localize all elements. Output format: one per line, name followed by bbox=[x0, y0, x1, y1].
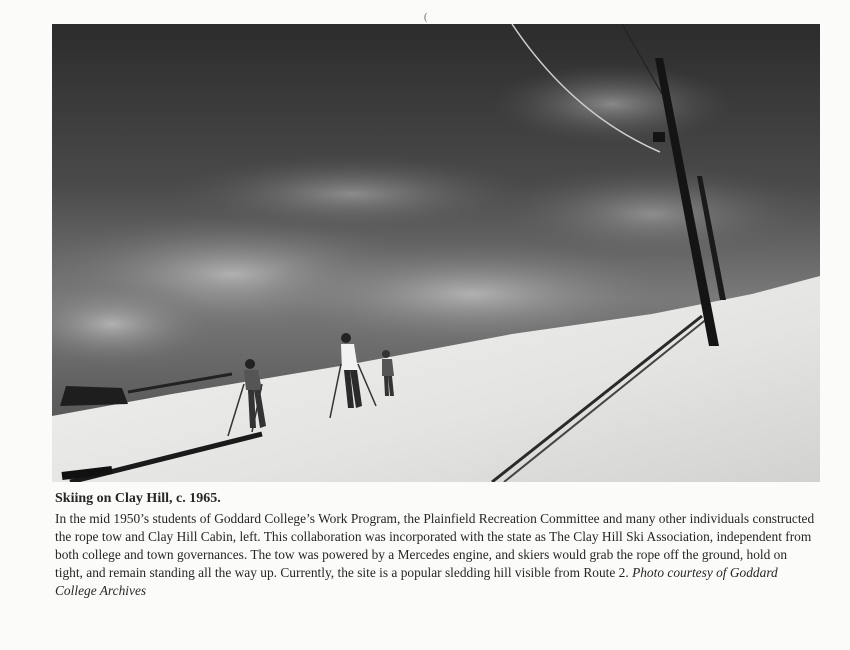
caption-body bbox=[55, 510, 815, 600]
photo-illustration bbox=[52, 24, 820, 482]
cloud bbox=[172, 154, 532, 234]
pole-insulator bbox=[653, 132, 665, 142]
caption-title: Skiing on Clay Hill, c. 1965. bbox=[55, 491, 221, 506]
page-mark: ( bbox=[424, 12, 428, 23]
cloud bbox=[492, 64, 732, 144]
historic-photo bbox=[52, 24, 820, 482]
photo-credit: Photo courtesy of Goddard College Archives bbox=[55, 565, 778, 598]
cabin bbox=[60, 386, 128, 406]
photo-caption bbox=[55, 490, 815, 600]
caption-text: In the mid 1950’s students of Goddard College’s Work Program, the Plainfield Recreation Committee and many other individuals constructed the rope tow and Clay Hill Cabin, left. This collaboration was incorporated with the state as The Clay Hill Ski Association, independent from both college and town governances. The tow was powered by a Mercedes engine, and skiers would grab the rope off the ground, hold on tight, and remain standing all the way up. Currently, the site is a popular sledding hill visible from Route 2. bbox=[55, 511, 815, 580]
cloud bbox=[492, 164, 812, 264]
